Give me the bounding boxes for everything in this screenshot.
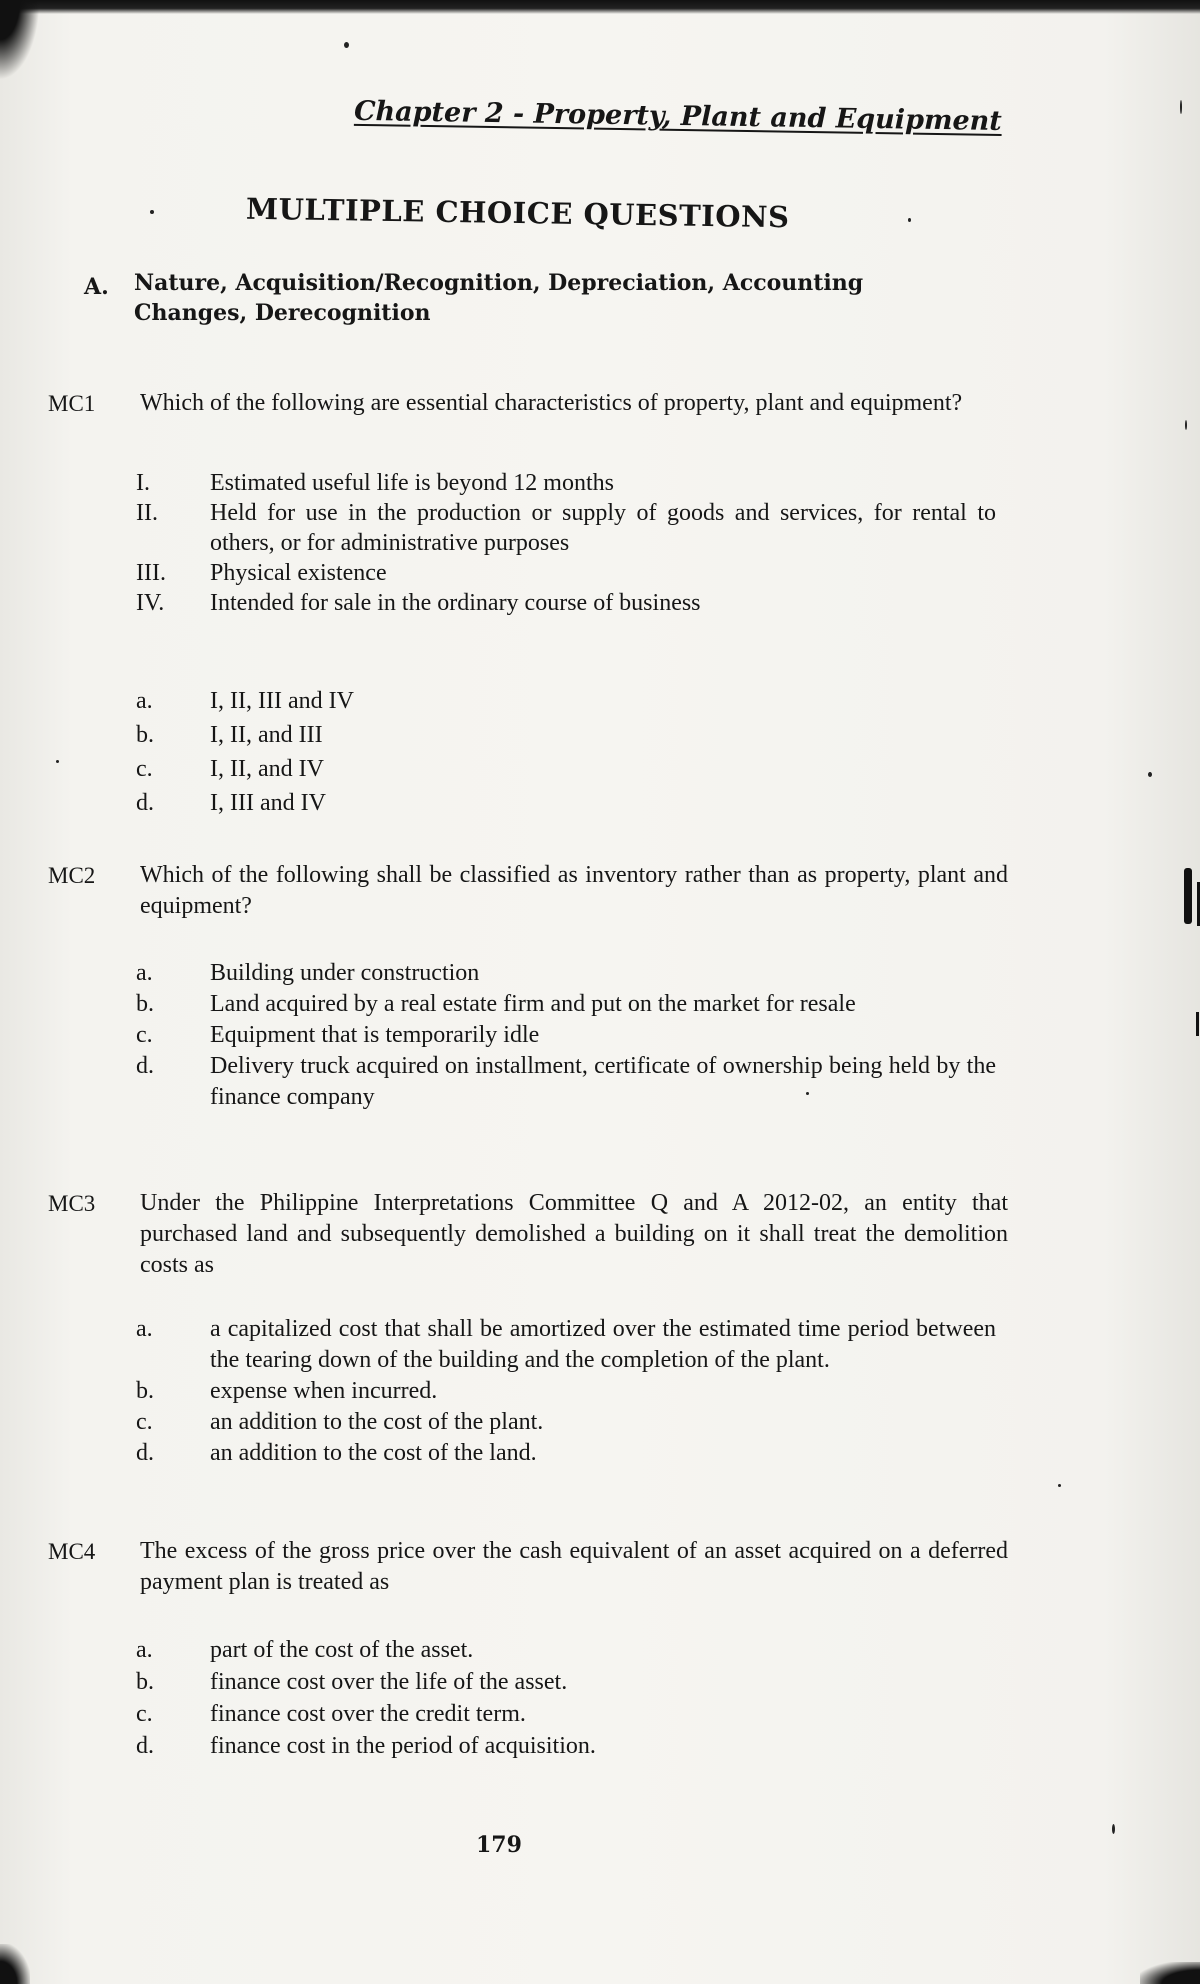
option-item [136, 1634, 996, 1666]
option-label: c. [136, 756, 153, 782]
option-item [136, 1051, 996, 1113]
question-number: MC1 [48, 391, 96, 416]
question-stem: Which of the following are essential characteristics of property, plant and equipment? [140, 390, 963, 416]
scan-mark [1184, 868, 1192, 924]
scan-shadow-top [0, 0, 1200, 14]
scan-speck [1180, 100, 1182, 114]
option-text: Equipment that is temporarily idle [210, 1022, 540, 1048]
option-label: c. [136, 1409, 153, 1435]
option-text: Delivery truck acquired on installment, certificate of ownership being held by the finance company [210, 1053, 996, 1110]
statement-item [136, 588, 996, 618]
option-text: part of the cost of the asset. [210, 1637, 474, 1663]
option-item [136, 1407, 996, 1438]
section-letter: A. [84, 274, 109, 300]
section-title-line-1: Nature, Acquisition/Recognition, Depreciation, Accounting [134, 270, 864, 296]
option-label: d. [136, 1053, 154, 1079]
scan-speck [908, 218, 911, 222]
option-list [136, 1634, 996, 1762]
option-item [136, 1438, 996, 1469]
option-text: finance cost over the credit term. [210, 1701, 526, 1727]
option-label: b. [136, 1669, 154, 1695]
option-item [136, 684, 996, 718]
scan-shadow-corner [0, 0, 40, 80]
option-text: I, II, III and IV [210, 688, 354, 714]
scan-speck [1058, 1484, 1061, 1487]
option-item [136, 752, 996, 786]
scan-shadow-corner [0, 1944, 30, 1984]
option-label: c. [136, 1701, 153, 1727]
scan-speck [56, 760, 59, 763]
option-label: b. [136, 722, 154, 748]
option-item [136, 1730, 996, 1762]
option-text: I, II, and IV [210, 756, 324, 782]
option-label: d. [136, 1733, 154, 1759]
option-item [136, 718, 996, 752]
chapter-heading: Chapter 2 - Property, Plant and Equipment [354, 95, 1003, 137]
option-item [136, 1698, 996, 1730]
statement-text: Physical existence [210, 560, 387, 586]
option-text: Building under construction [210, 960, 480, 986]
option-label: a. [136, 960, 153, 986]
option-text: a capitalized cost that shall be amortized over the estimated time period between the tearing down of the building and the completion of the plant. [210, 1316, 996, 1373]
scan-shadow-corner [1140, 1962, 1200, 1984]
question-number: MC3 [48, 1191, 96, 1216]
statement-text: Held for use in the production or supply of goods and services, for rental to others, or for administrative purposes [210, 500, 996, 556]
option-text: I, III and IV [210, 790, 326, 816]
statement-item [136, 468, 996, 498]
scan-speck [150, 210, 154, 214]
statement-label: IV. [136, 590, 165, 616]
scan-mark [1196, 1012, 1199, 1036]
question-stem: Which of the following shall be classified as inventory rather than as property, plant and equipment? [140, 862, 1008, 919]
option-label: a. [136, 1316, 153, 1342]
option-item [136, 1666, 996, 1698]
option-label: d. [136, 1440, 154, 1466]
option-label: b. [136, 1378, 154, 1404]
statement-list [136, 468, 996, 618]
statement-text: Intended for sale in the ordinary course of business [210, 590, 701, 616]
page-title: MULTIPLE CHOICE QUESTIONS [245, 191, 790, 235]
option-text: an addition to the cost of the land. [210, 1440, 537, 1466]
option-label: c. [136, 1022, 153, 1048]
option-list [136, 1314, 996, 1469]
option-item [136, 1376, 996, 1407]
option-text: finance cost in the period of acquisition. [210, 1733, 596, 1759]
option-text: I, II, and III [210, 722, 323, 748]
statement-text: Estimated useful life is beyond 12 months [210, 470, 614, 496]
option-label: a. [136, 1637, 153, 1663]
option-label: d. [136, 790, 154, 816]
scan-speck [1185, 420, 1187, 430]
question-number: MC4 [48, 1539, 96, 1564]
statement-item [136, 498, 996, 558]
option-item [136, 989, 996, 1020]
statement-label: II. [136, 500, 158, 526]
option-text: expense when incurred. [210, 1378, 438, 1404]
section-title-line-2: Changes, Derecognition [134, 300, 431, 326]
scan-speck [1148, 772, 1152, 777]
option-list [136, 684, 996, 820]
statement-label: III. [136, 560, 166, 586]
statement-label: I. [136, 470, 150, 496]
statement-item [136, 558, 996, 588]
scan-speck [344, 42, 349, 48]
option-text: finance cost over the life of the asset. [210, 1669, 568, 1695]
option-item [136, 1314, 996, 1376]
scan-speck [1112, 1824, 1115, 1834]
option-item [136, 958, 996, 989]
option-text: Land acquired by a real estate firm and put on the market for resale [210, 991, 856, 1017]
option-item [136, 786, 996, 820]
option-label: a. [136, 688, 153, 714]
question-number: MC2 [48, 863, 96, 888]
option-label: b. [136, 991, 154, 1017]
option-item [136, 1020, 996, 1051]
option-text: an addition to the cost of the plant. [210, 1409, 544, 1435]
question-stem: The excess of the gross price over the cash equivalent of an asset acquired on a deferred payment plan is treated as [140, 1538, 1008, 1595]
question-stem: Under the Philippine Interpretations Committee Q and A 2012-02, an entity that purchased land and subsequently demolished a building on it shall treat the demolition costs as [140, 1190, 1008, 1278]
option-list [136, 958, 996, 1113]
page-number: 179 [476, 1832, 522, 1858]
